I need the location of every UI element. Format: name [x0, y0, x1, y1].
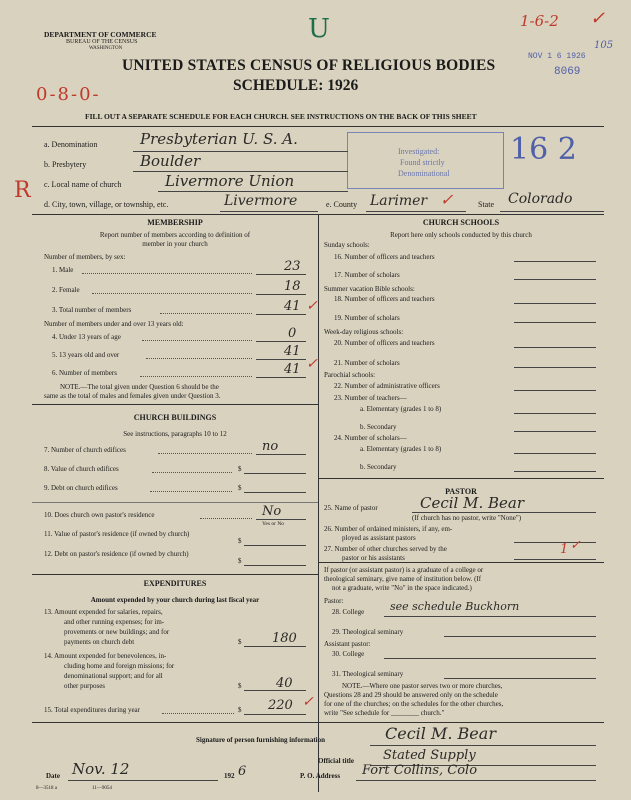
members-by-sex-label: Number of members, by sex:: [44, 253, 126, 261]
instructions-line: FILL OUT A SEPARATE SCHEDULE FOR EACH CHURCH. SEE INSTRUCTIONS ON THE BACK OF THIS SHEET: [85, 112, 477, 121]
q12-label: 12. Debt on pastor's residence (if owned by church): [44, 550, 189, 558]
pastor-heading: PASTOR: [445, 487, 477, 496]
pastor-note-3: for one of the churches; on the schedules for the other churches,: [324, 700, 504, 708]
pastor-subheading: Pastor:: [324, 597, 344, 605]
expenditures-heading: EXPENDITURES: [143, 579, 207, 588]
q2-line: [256, 294, 306, 295]
q7-dots: [158, 453, 252, 454]
mark-date: 1-6-2: [520, 12, 559, 30]
q3-label: 3. Total number of members: [52, 306, 132, 314]
q23a-label: a. Elementary (grades 1 to 8): [360, 405, 442, 413]
center-divider: [318, 214, 319, 792]
q19-label: 19. Number of scholars: [334, 314, 400, 322]
q10-label: 10. Does church own pastor's residence: [44, 511, 155, 519]
received-stamp-date: NOV 1 6 1926: [528, 52, 586, 61]
rule-buildings-sub: [32, 502, 318, 503]
signature-value[interactable]: Cecil M. Bear: [385, 724, 496, 743]
po-address-label: P. O. Address: [300, 772, 341, 780]
form-number: 8—3518 a: [36, 786, 57, 791]
pastor-note-2: Questions 28 and 29 should be answered only on the schedule: [324, 691, 498, 699]
q3-line: [256, 314, 306, 315]
mark-u: U: [308, 14, 330, 44]
q6-dots: [140, 376, 252, 377]
q8-dollar: $: [238, 465, 242, 473]
q26-line-1: 26. Number of ordained ministers, if any, em-: [324, 525, 453, 533]
county-value[interactable]: Larimer: [370, 193, 428, 209]
q1-line: [256, 274, 306, 275]
q2-value[interactable]: 18: [284, 279, 301, 294]
check-mark-county: ✓: [440, 190, 454, 209]
po-address-line: [356, 780, 596, 781]
q14-line-1: 14. Amount expended for benevolences, in-: [44, 652, 167, 660]
q6-value[interactable]: 41: [284, 362, 301, 377]
q13-line-1: 13. Amount expended for salaries, repairs,: [44, 608, 163, 616]
membership-intro-2: member in your church: [142, 240, 208, 248]
q12-line: [244, 565, 306, 566]
q6-line: [256, 377, 306, 378]
q31-label: 31. Theological seminary: [332, 670, 404, 678]
q14-line-3: denominational support; and for all: [64, 672, 163, 680]
city-town-value[interactable]: Livermore: [224, 193, 298, 209]
page-subtitle: SCHEDULE: 1926: [233, 77, 359, 94]
q2-label: 2. Female: [52, 286, 80, 294]
q21-line: [514, 367, 596, 368]
summer-schools-label: Summer vacation Bible schools:: [324, 285, 415, 293]
q21-label: 21. Number of scholars: [334, 359, 400, 367]
q18-line: [514, 303, 596, 304]
membership-heading: MEMBERSHIP: [147, 218, 203, 227]
q10-dots: [200, 518, 252, 519]
city-town-line: [220, 211, 318, 212]
q15-dots: [162, 713, 234, 714]
denomination-label: a. Denomination: [44, 140, 98, 149]
membership-note-1: NOTE.—The total given under Question 6 should be the: [60, 383, 219, 391]
q30-line: [384, 658, 596, 659]
rule-pastor: [318, 478, 604, 479]
check-mark-top: ✓: [590, 8, 606, 29]
q24b-label: b. Secondary: [360, 463, 397, 471]
check-mark-q15: ✓: [302, 694, 314, 710]
q19-line: [514, 322, 596, 323]
q25-note: (If church has no pastor, write "None"): [412, 514, 522, 522]
rule-expenditures: [32, 574, 318, 575]
rule-buildings: [32, 404, 318, 405]
date-label: Date: [46, 772, 60, 780]
denomination-value[interactable]: Presbyterian U. S. A.: [140, 130, 298, 148]
q24-label: 24. Number of scholars—: [334, 434, 407, 442]
page-title: UNITED STATES CENSUS OF RELIGIOUS BODIES: [122, 57, 496, 74]
q25-label: 25. Name of pastor: [324, 504, 378, 512]
signature-line: [370, 745, 596, 746]
date-line: [68, 780, 218, 781]
pastor-note-4: write "See schedule for ________ church.": [324, 709, 445, 717]
q20-line: [514, 347, 596, 348]
q23a-line: [514, 413, 596, 414]
state-line: [500, 211, 604, 212]
q25-value[interactable]: Cecil M. Bear: [420, 494, 525, 512]
weekday-schools-label: Week-day religious schools:: [324, 328, 404, 336]
stamp-line-3: Denominational: [398, 169, 450, 178]
q22-line: [514, 390, 596, 391]
rule-footer: [32, 722, 604, 723]
date-value[interactable]: Nov. 12: [72, 760, 130, 778]
presbytery-label: b. Presbytery: [44, 160, 87, 169]
q23-label: 23. Number of teachers—: [334, 394, 407, 402]
q14-line-4: other purposes: [64, 682, 106, 690]
stamp-number: 8069: [554, 66, 581, 78]
city-town-label: d. City, town, village, or township, etc.: [44, 200, 169, 209]
red-code: 0-8-0-: [36, 84, 101, 105]
investigated-stamp: [347, 132, 504, 189]
pastor-note-1: NOTE.—Where one pastor serves two or more churches,: [342, 682, 503, 690]
local-name-line: [158, 191, 348, 192]
check-mark-q27: ✓: [570, 538, 581, 553]
official-title-value[interactable]: Stated Supply: [383, 748, 476, 763]
q27-line-2: pastor or his assistants: [342, 554, 405, 562]
membership-intro-1: Report number of members according to definition of: [99, 231, 251, 239]
official-title-label: Official title: [318, 757, 354, 765]
blue-code: 16 2: [510, 132, 577, 167]
q30-label: 30. College: [332, 650, 365, 658]
bureau-label: BUREAU OF THE CENSUS: [66, 39, 138, 45]
q26-line-2: ployed as assistant pastors: [342, 534, 416, 542]
q27-line-1: 27. Number of other churches served by the: [324, 545, 447, 553]
q24a-line: [514, 453, 596, 454]
department-label: DEPARTMENT OF COMMERCE: [44, 30, 157, 39]
q4-label: 4. Under 13 years of age: [52, 333, 121, 341]
q28-value[interactable]: see schedule Buckhorn: [390, 600, 520, 613]
q4-dots: [142, 340, 252, 341]
stamp-line-1: Investigated:: [398, 147, 440, 156]
q1-value[interactable]: 23: [284, 259, 301, 274]
q11-dollar: $: [238, 537, 242, 545]
q4-value[interactable]: 0: [288, 326, 297, 341]
q10-value[interactable]: No: [262, 504, 282, 519]
q1-dots: [82, 273, 252, 274]
q7-value[interactable]: no: [262, 439, 279, 454]
po-address-value[interactable]: Fort Collins, Colo: [362, 763, 478, 778]
year-value[interactable]: 6: [238, 764, 247, 779]
graduate-note-1: If pastor (or assistant pastor) is a graduate of a college or: [324, 566, 484, 574]
q28-line: [384, 616, 596, 617]
age-intro-label: Number of members under and over 13 years old:: [44, 320, 184, 328]
state-value[interactable]: Colorado: [508, 191, 573, 207]
q13-dollar: $: [238, 638, 242, 646]
q8-label: 8. Value of church edifices: [44, 465, 119, 473]
q27-line: [514, 559, 596, 560]
schools-heading: CHURCH SCHOOLS: [422, 218, 500, 227]
q16-label: 16. Number of officers and teachers: [334, 253, 435, 261]
year-prefix: 192: [224, 772, 235, 780]
q15-dollar: $: [238, 706, 242, 714]
q3-dots: [160, 313, 252, 314]
q14-dollar: $: [238, 682, 242, 690]
q23b-label: b. Secondary: [360, 423, 397, 431]
q5-value[interactable]: 41: [284, 344, 301, 359]
q14-line-2: cluding home and foreign missions; for: [64, 662, 175, 670]
q8-dots: [152, 472, 232, 473]
form-number-2: 11—9054: [92, 786, 112, 791]
q15-label: 15. Total expenditures during year: [44, 706, 140, 714]
q7-label: 7. Number of church edifices: [44, 446, 126, 454]
q4-line: [256, 341, 306, 342]
q22-label: 22. Number of administrative officers: [334, 382, 440, 390]
q5-line: [256, 359, 306, 360]
q12-dollar: $: [238, 557, 242, 565]
graduate-note-2: theological seminary, give name of institution below. (If: [324, 575, 482, 583]
q31-line: [444, 678, 596, 679]
q9-label: 9. Debt on church edifices: [44, 484, 118, 492]
q3-value[interactable]: 41: [284, 299, 301, 314]
state-label: State: [478, 200, 494, 209]
q24b-line: [514, 471, 596, 472]
q27-value[interactable]: 1: [560, 542, 569, 557]
q13-line: [244, 646, 306, 647]
q9-dots: [150, 491, 232, 492]
q7-line: [256, 454, 306, 455]
q18-label: 18. Number of officers and teachers: [334, 295, 435, 303]
q1-label: 1. Male: [52, 266, 74, 274]
q28-label: 28. College: [332, 608, 365, 616]
membership-note-2: same as the total of males and females given under Question 3.: [44, 392, 221, 400]
q9-line: [244, 492, 306, 493]
q8-line: [244, 473, 306, 474]
q29-line: [444, 636, 596, 637]
stamp-line-2: Found strictly: [400, 158, 445, 167]
schools-intro: Report here only schools conducted by this church: [390, 231, 532, 239]
signature-label: Signature of person furnishing information: [196, 736, 325, 744]
q16-line: [514, 261, 596, 262]
q15-line: [244, 714, 306, 715]
q13-line-3: provements or new buildings; and for: [64, 628, 170, 636]
check-mark-q3: ✓: [306, 298, 318, 314]
rule-top: [32, 126, 604, 127]
q6-label: 6. Number of members: [52, 369, 117, 377]
q23b-line: [514, 431, 596, 432]
q5-label: 5. 13 years old and over: [52, 351, 120, 359]
q26-line: [514, 542, 596, 543]
q2-dots: [92, 293, 252, 294]
q24a-label: a. Elementary (grades 1 to 8): [360, 445, 442, 453]
q15-value[interactable]: 220: [268, 698, 293, 713]
q14-line: [244, 690, 306, 691]
buildings-heading: CHURCH BUILDINGS: [133, 413, 217, 422]
q17-line: [514, 279, 596, 280]
q5-dots: [146, 358, 252, 359]
q13-line-2: and other running expenses; for im-: [64, 618, 165, 626]
q17-label: 17. Number of scholars: [334, 271, 400, 279]
mark-r: R: [14, 178, 31, 203]
assistant-subheading: Assistant pastor:: [324, 640, 371, 648]
q11-label: 11. Value of pastor's residence (if owned by church): [44, 530, 190, 538]
local-name-label: c. Local name of church: [44, 180, 122, 189]
q13-line-4: payments on church debt: [64, 638, 135, 646]
parochial-schools-label: Parochial schools:: [324, 371, 376, 379]
q29-label: 29. Theological seminary: [332, 628, 404, 636]
sunday-schools-label: Sunday schools:: [324, 241, 370, 249]
q10-line: [256, 519, 306, 520]
expenditures-intro: Amount expended by your church during last fiscal year: [90, 596, 260, 604]
q11-line: [244, 545, 306, 546]
county-label: e. County: [326, 200, 358, 209]
q20-label: 20. Number of officers and teachers: [334, 339, 435, 347]
city-label: WASHINGTON: [89, 46, 123, 51]
q25-line: [412, 512, 596, 513]
presbytery-value[interactable]: Boulder: [140, 152, 201, 170]
check-mark-q6: ✓: [306, 356, 318, 372]
stamp-105: 105: [594, 40, 614, 51]
q9-dollar: $: [238, 484, 242, 492]
q14-value[interactable]: 40: [276, 676, 293, 691]
local-name-value[interactable]: Livermore Union: [165, 172, 295, 190]
buildings-intro: See instructions, paragraphs 10 to 12: [123, 430, 227, 438]
yes-no-hint: Yes or No: [262, 521, 285, 527]
q13-value[interactable]: 180: [272, 631, 297, 646]
county-line: [366, 211, 466, 212]
graduate-note-3: not a graduate, write "No" in the space indicated.): [332, 584, 472, 592]
